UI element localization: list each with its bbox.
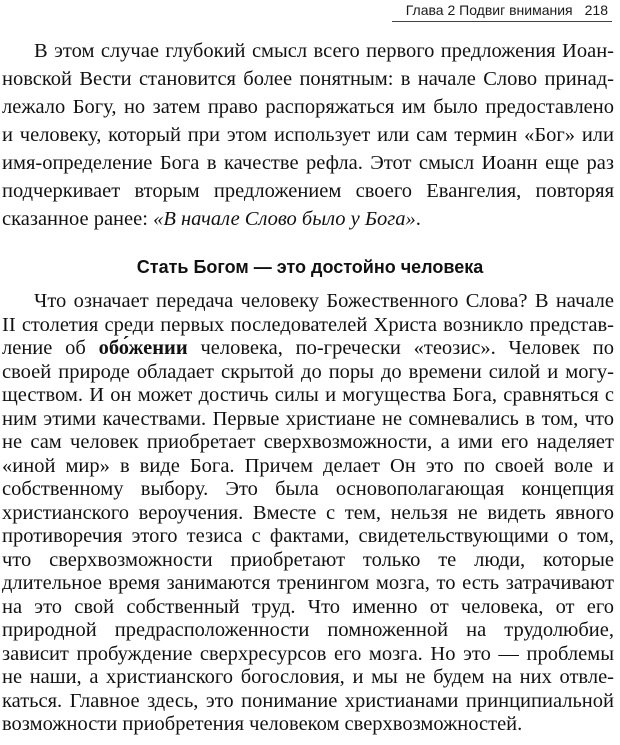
section-heading: Стать Богом — это достойно человека bbox=[136, 257, 484, 277]
paragraph-2-line: христианского вероучения. Вместе с тем, нельзя не видеть явного bbox=[2, 501, 614, 524]
gospel-quote: «В начале Слово было у Бога» bbox=[153, 208, 416, 230]
page-number: 218 bbox=[584, 2, 608, 18]
paragraph-2-line bbox=[2, 337, 614, 361]
paragraph-1-line: имя-определение Бога в качестве рефла. Этот смысл Иоанн еще раз bbox=[2, 152, 614, 174]
paragraph-2-line: II столетия среди первых последователей Христа возникло представ- bbox=[2, 313, 614, 336]
paragraph-2-line: Что означает передача человеку Божественного Слова? В начале bbox=[34, 290, 614, 312]
paragraph-2-line: на это свой собственный труд. Что именно от человека, от его bbox=[2, 595, 614, 618]
paragraph-2-line: что сверхвозможности приобретают только те люди, которые bbox=[2, 548, 614, 571]
paragraph-1-line: В этом случае глубокий смысл всего первого предложения Иоан- bbox=[34, 40, 614, 62]
paragraph-2-line: каться. Главное здесь, это понимание христианами принципиальной bbox=[2, 689, 614, 712]
paragraph-1-line: подчеркивает вторым предложением своего Евангелия, повторяя bbox=[2, 180, 614, 202]
paragraph-2-line: длительное время занимаются тренингом мозга, то есть затрачивают bbox=[2, 572, 614, 594]
header-rule bbox=[392, 21, 612, 22]
paragraph-1-last-line bbox=[2, 205, 614, 233]
chapter-title: Глава 2 Подвиг внимания bbox=[405, 2, 573, 18]
paragraph-2-line: не наши, а христианского богословия, и мы не будем на них отвле- bbox=[2, 666, 614, 688]
paragraph-2-line: противоречия этого тезиса с фактами, свидетельствующими о том, bbox=[2, 525, 614, 547]
paragraph-1-line: лежало Богу, но затем право распоряжаться им было предоставлено bbox=[2, 96, 614, 118]
paragraph-1-line: и человеку, который при этом использует или сам термин «Бог» или bbox=[2, 124, 614, 146]
paragraph-2-text: человека, по-гречески «теозис». Человек по bbox=[187, 337, 614, 359]
paragraph-2-last-line: возможности приобретения человеком сверхвозможностей. bbox=[2, 713, 523, 735]
paragraph-1-line: новской Вести становится более понятным: в начале Слово принад- bbox=[2, 68, 614, 90]
paragraph-2-text: ление об bbox=[2, 337, 99, 359]
paragraph-2-line: ществом. И он может достичь силы и могущества Бога, сравняться с bbox=[2, 384, 614, 406]
paragraph-2-line: «иной мир» в виде Бога. Причем делает Он это по своей воле и bbox=[2, 454, 614, 477]
paragraph-2-line: зависит пробуждение сверхресурсов его мозга. Но это — проблемы bbox=[2, 642, 614, 665]
running-header bbox=[406, 2, 608, 18]
paragraph-2-line: собственному выбору. Это была основополагающая концепция bbox=[2, 478, 614, 500]
paragraph-1-period: . bbox=[415, 208, 421, 230]
paragraph-1-last-text: сказанное ранее: bbox=[2, 208, 154, 230]
paragraph-2-line: не сам человек приобретает сверхвозможности, а ими его наделяет bbox=[2, 431, 614, 453]
paragraph-2-line: ним этими качествами. Первые христиане не сомневались в том, что bbox=[2, 407, 614, 430]
paragraph-2-line: своей природе обладает скрытой до поры до времени силой и могу- bbox=[2, 360, 614, 383]
theosis-term: обо́жении bbox=[98, 337, 188, 359]
paragraph-2-line: природной предрасположенности помноженной на трудолюбие, bbox=[2, 619, 614, 641]
